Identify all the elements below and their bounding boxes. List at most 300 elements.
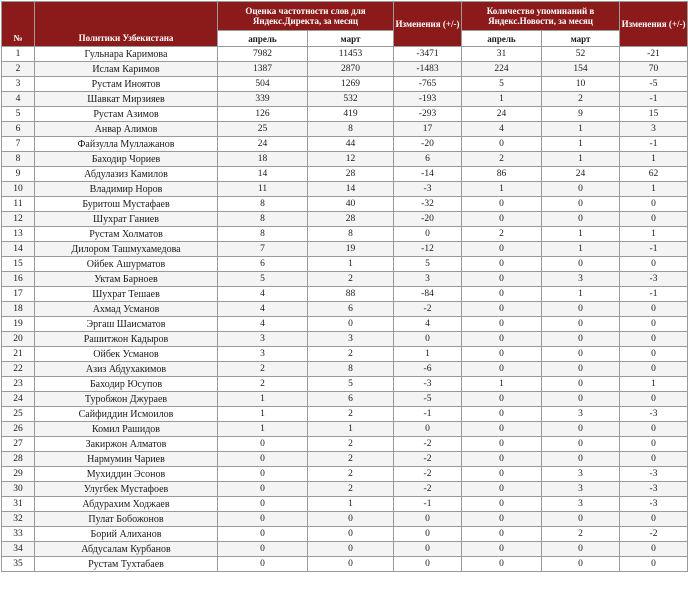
cell-news-change: -3 [620, 467, 688, 482]
cell-number: 18 [2, 302, 35, 317]
cell-direct-change: -2 [394, 437, 462, 452]
cell-news-april: 0 [462, 317, 542, 332]
cell-number: 4 [2, 92, 35, 107]
cell-direct-march: 88 [308, 287, 394, 302]
cell-news-change: -3 [620, 272, 688, 287]
cell-news-april: 0 [462, 482, 542, 497]
cell-direct-march: 0 [308, 557, 394, 572]
cell-news-april: 0 [462, 197, 542, 212]
cell-news-march: 0 [542, 332, 620, 347]
cell-direct-change: -6 [394, 362, 462, 377]
cell-number: 25 [2, 407, 35, 422]
header-march-news: март [542, 31, 620, 47]
cell-news-change: 0 [620, 542, 688, 557]
cell-news-change: 1 [620, 182, 688, 197]
cell-news-april: 31 [462, 47, 542, 62]
cell-direct-change: 1 [394, 347, 462, 362]
cell-number: 21 [2, 347, 35, 362]
cell-news-change: 70 [620, 62, 688, 77]
cell-direct-march: 6 [308, 302, 394, 317]
cell-news-change: 0 [620, 302, 688, 317]
cell-politician-name: Ойбек Ашурматов [35, 257, 218, 272]
header-number: № [2, 2, 35, 47]
cell-news-april: 0 [462, 332, 542, 347]
cell-direct-april: 1 [218, 422, 308, 437]
cell-politician-name: Файзулла Муллажанов [35, 137, 218, 152]
cell-news-march: 0 [542, 182, 620, 197]
cell-news-march: 0 [542, 197, 620, 212]
table-row [2, 332, 688, 347]
cell-direct-change: -193 [394, 92, 462, 107]
table-row [2, 512, 688, 527]
cell-news-change: 3 [620, 122, 688, 137]
cell-news-change: -3 [620, 482, 688, 497]
cell-direct-march: 532 [308, 92, 394, 107]
cell-direct-april: 6 [218, 257, 308, 272]
cell-news-change: 0 [620, 347, 688, 362]
cell-number: 35 [2, 557, 35, 572]
cell-direct-april: 8 [218, 197, 308, 212]
cell-direct-march: 8 [308, 122, 394, 137]
cell-news-april: 0 [462, 212, 542, 227]
cell-direct-april: 504 [218, 77, 308, 92]
cell-news-april: 224 [462, 62, 542, 77]
cell-news-change: -1 [620, 92, 688, 107]
cell-news-april: 0 [462, 347, 542, 362]
cell-news-april: 0 [462, 467, 542, 482]
cell-number: 5 [2, 107, 35, 122]
table-row [2, 392, 688, 407]
cell-politician-name: Рустам Холматов [35, 227, 218, 242]
cell-direct-march: 28 [308, 167, 394, 182]
cell-direct-march: 44 [308, 137, 394, 152]
cell-direct-change: -1483 [394, 62, 462, 77]
cell-news-change: -1 [620, 137, 688, 152]
cell-direct-change: -293 [394, 107, 462, 122]
cell-direct-march: 8 [308, 227, 394, 242]
table-row [2, 557, 688, 572]
cell-news-change: 0 [620, 257, 688, 272]
cell-politician-name: Ахмад Усманов [35, 302, 218, 317]
cell-news-april: 86 [462, 167, 542, 182]
cell-politician-name: Баходир Чориев [35, 152, 218, 167]
cell-direct-march: 40 [308, 197, 394, 212]
cell-direct-april: 2 [218, 362, 308, 377]
cell-news-april: 0 [462, 392, 542, 407]
cell-direct-april: 0 [218, 497, 308, 512]
cell-news-march: 10 [542, 77, 620, 92]
cell-news-change: 0 [620, 392, 688, 407]
cell-politician-name: Нармумин Чариев [35, 452, 218, 467]
cell-politician-name: Сайфиддин Исмоилов [35, 407, 218, 422]
cell-direct-april: 0 [218, 467, 308, 482]
table-row [2, 407, 688, 422]
cell-politician-name: Уктам Барноев [35, 272, 218, 287]
cell-direct-april: 4 [218, 317, 308, 332]
cell-news-change: -1 [620, 287, 688, 302]
cell-news-march: 3 [542, 407, 620, 422]
header-april-news: апрель [462, 31, 542, 47]
cell-number: 10 [2, 182, 35, 197]
cell-news-april: 0 [462, 242, 542, 257]
cell-politician-name: Мухиддин Эсонов [35, 467, 218, 482]
cell-news-april: 5 [462, 77, 542, 92]
cell-direct-march: 0 [308, 512, 394, 527]
cell-direct-april: 0 [218, 557, 308, 572]
cell-number: 8 [2, 152, 35, 167]
cell-news-march: 3 [542, 482, 620, 497]
cell-news-march: 2 [542, 527, 620, 542]
cell-politician-name: Дилором Ташмухамедова [35, 242, 218, 257]
cell-news-march: 24 [542, 167, 620, 182]
politicians-table [1, 1, 688, 572]
cell-direct-march: 2 [308, 452, 394, 467]
cell-news-march: 1 [542, 152, 620, 167]
cell-politician-name: Баходир Юсупов [35, 377, 218, 392]
table-row [2, 197, 688, 212]
cell-direct-change: -32 [394, 197, 462, 212]
cell-news-change: -3 [620, 497, 688, 512]
table-row [2, 437, 688, 452]
cell-news-march: 0 [542, 257, 620, 272]
cell-news-april: 24 [462, 107, 542, 122]
cell-direct-april: 1 [218, 392, 308, 407]
cell-politician-name: Владимир Норов [35, 182, 218, 197]
cell-direct-april: 2 [218, 377, 308, 392]
cell-politician-name: Пулат Бобожонов [35, 512, 218, 527]
cell-direct-april: 14 [218, 167, 308, 182]
cell-direct-april: 0 [218, 527, 308, 542]
cell-news-april: 2 [462, 152, 542, 167]
cell-news-april: 0 [462, 452, 542, 467]
table-row [2, 62, 688, 77]
cell-news-change: 0 [620, 332, 688, 347]
cell-politician-name: Абдулазиз Камилов [35, 167, 218, 182]
cell-news-change: 0 [620, 557, 688, 572]
cell-news-change: 0 [620, 317, 688, 332]
cell-number: 30 [2, 482, 35, 497]
cell-number: 3 [2, 77, 35, 92]
table-row [2, 257, 688, 272]
table-row [2, 362, 688, 377]
cell-news-april: 0 [462, 362, 542, 377]
cell-news-april: 0 [462, 542, 542, 557]
cell-direct-march: 419 [308, 107, 394, 122]
cell-number: 15 [2, 257, 35, 272]
cell-number: 13 [2, 227, 35, 242]
cell-news-march: 0 [542, 362, 620, 377]
header-politician-name: Политики Узбекистана [35, 2, 218, 47]
table-row [2, 287, 688, 302]
cell-number: 16 [2, 272, 35, 287]
cell-direct-april: 7 [218, 242, 308, 257]
cell-direct-march: 1269 [308, 77, 394, 92]
cell-direct-change: -1 [394, 497, 462, 512]
cell-direct-change: -3471 [394, 47, 462, 62]
table-row [2, 302, 688, 317]
table-row [2, 182, 688, 197]
cell-news-change: 0 [620, 452, 688, 467]
table-row [2, 347, 688, 362]
cell-news-march: 0 [542, 317, 620, 332]
cell-politician-name: Гульнара Каримова [35, 47, 218, 62]
cell-direct-march: 1 [308, 422, 394, 437]
cell-number: 26 [2, 422, 35, 437]
cell-direct-march: 2 [308, 272, 394, 287]
cell-news-change: -1 [620, 242, 688, 257]
cell-direct-change: 0 [394, 227, 462, 242]
cell-politician-name: Буритош Мустафаев [35, 197, 218, 212]
cell-direct-change: -5 [394, 392, 462, 407]
cell-direct-april: 0 [218, 452, 308, 467]
cell-news-change: -3 [620, 407, 688, 422]
cell-news-april: 0 [462, 557, 542, 572]
cell-direct-change: 0 [394, 422, 462, 437]
cell-direct-april: 1 [218, 407, 308, 422]
table-row [2, 152, 688, 167]
cell-direct-march: 2 [308, 467, 394, 482]
cell-news-march: 0 [542, 377, 620, 392]
cell-news-change: 0 [620, 212, 688, 227]
cell-direct-march: 2 [308, 407, 394, 422]
cell-direct-march: 2870 [308, 62, 394, 77]
table-row [2, 452, 688, 467]
cell-news-april: 1 [462, 377, 542, 392]
table-row [2, 272, 688, 287]
cell-direct-change: 0 [394, 527, 462, 542]
cell-direct-april: 11 [218, 182, 308, 197]
cell-direct-change: 6 [394, 152, 462, 167]
cell-direct-change: -2 [394, 467, 462, 482]
header-april-direct: апрель [218, 31, 308, 47]
cell-direct-march: 1 [308, 257, 394, 272]
cell-news-march: 0 [542, 347, 620, 362]
cell-news-change: 1 [620, 152, 688, 167]
cell-number: 1 [2, 47, 35, 62]
cell-direct-april: 126 [218, 107, 308, 122]
cell-news-march: 0 [542, 437, 620, 452]
cell-news-march: 0 [542, 542, 620, 557]
cell-direct-march: 19 [308, 242, 394, 257]
cell-news-march: 2 [542, 92, 620, 107]
cell-direct-march: 5 [308, 377, 394, 392]
cell-news-change: 1 [620, 377, 688, 392]
cell-news-march: 154 [542, 62, 620, 77]
cell-number: 6 [2, 122, 35, 137]
cell-news-change: -21 [620, 47, 688, 62]
cell-politician-name: Абдусалам Курбанов [35, 542, 218, 557]
cell-direct-april: 1387 [218, 62, 308, 77]
cell-direct-march: 2 [308, 347, 394, 362]
cell-politician-name: Рустам Иноятов [35, 77, 218, 92]
cell-direct-april: 18 [218, 152, 308, 167]
cell-news-april: 0 [462, 437, 542, 452]
cell-news-march: 1 [542, 242, 620, 257]
cell-news-change: 0 [620, 512, 688, 527]
table-row [2, 377, 688, 392]
cell-politician-name: Шавкат Мирзияев [35, 92, 218, 107]
cell-direct-change: -1 [394, 407, 462, 422]
cell-politician-name: Шухрат Тешаев [35, 287, 218, 302]
cell-politician-name: Шухрат Ганиев [35, 212, 218, 227]
cell-direct-march: 0 [308, 542, 394, 557]
cell-direct-march: 28 [308, 212, 394, 227]
cell-number: 23 [2, 377, 35, 392]
cell-news-march: 3 [542, 497, 620, 512]
cell-direct-march: 12 [308, 152, 394, 167]
cell-direct-change: -3 [394, 377, 462, 392]
cell-news-april: 4 [462, 122, 542, 137]
cell-number: 32 [2, 512, 35, 527]
table-row [2, 422, 688, 437]
table-row [2, 92, 688, 107]
cell-news-change: 62 [620, 167, 688, 182]
cell-direct-april: 7982 [218, 47, 308, 62]
table-row [2, 527, 688, 542]
header-yandex-news-mentions: Количество упоминаний в Яндекс.Новости, за месяц [462, 2, 620, 31]
cell-number: 22 [2, 362, 35, 377]
cell-news-april: 0 [462, 527, 542, 542]
table-row [2, 107, 688, 122]
cell-news-march: 0 [542, 212, 620, 227]
header-change-direct: Изменения (+/-) [394, 2, 462, 47]
header-march-direct: март [308, 31, 394, 47]
cell-number: 2 [2, 62, 35, 77]
cell-news-april: 1 [462, 92, 542, 107]
cell-news-march: 9 [542, 107, 620, 122]
cell-direct-change: 4 [394, 317, 462, 332]
table-row [2, 542, 688, 557]
cell-news-april: 0 [462, 257, 542, 272]
cell-direct-march: 8 [308, 362, 394, 377]
cell-direct-change: -20 [394, 137, 462, 152]
cell-direct-march: 3 [308, 332, 394, 347]
cell-direct-change: -14 [394, 167, 462, 182]
cell-number: 24 [2, 392, 35, 407]
header-change-news: Изменения (+/-) [620, 2, 688, 47]
cell-number: 29 [2, 467, 35, 482]
cell-politician-name: Закиржон Алматов [35, 437, 218, 452]
cell-news-april: 0 [462, 422, 542, 437]
cell-number: 7 [2, 137, 35, 152]
cell-number: 11 [2, 197, 35, 212]
table-row [2, 227, 688, 242]
cell-number: 31 [2, 497, 35, 512]
cell-direct-april: 5 [218, 272, 308, 287]
cell-news-change: 15 [620, 107, 688, 122]
cell-direct-march: 6 [308, 392, 394, 407]
cell-direct-change: -3 [394, 182, 462, 197]
cell-news-april: 1 [462, 182, 542, 197]
cell-direct-march: 2 [308, 482, 394, 497]
cell-number: 34 [2, 542, 35, 557]
cell-direct-change: -2 [394, 302, 462, 317]
cell-number: 33 [2, 527, 35, 542]
cell-direct-change: -84 [394, 287, 462, 302]
cell-direct-change: -12 [394, 242, 462, 257]
cell-number: 20 [2, 332, 35, 347]
cell-news-march: 1 [542, 227, 620, 242]
cell-direct-april: 8 [218, 227, 308, 242]
table-row [2, 47, 688, 62]
table-row [2, 242, 688, 257]
header-yandex-direct-frequency: Оценка частотности слов для Яндекс.Директа, за месяц [218, 2, 394, 31]
cell-news-march: 0 [542, 302, 620, 317]
table-row [2, 77, 688, 92]
cell-direct-change: -2 [394, 452, 462, 467]
cell-direct-change: -765 [394, 77, 462, 92]
table-body [2, 47, 688, 572]
cell-direct-change: -20 [394, 212, 462, 227]
cell-number: 9 [2, 167, 35, 182]
cell-direct-march: 11453 [308, 47, 394, 62]
cell-news-march: 0 [542, 422, 620, 437]
cell-politician-name: Рустам Тухтабаев [35, 557, 218, 572]
cell-number: 14 [2, 242, 35, 257]
cell-news-change: -2 [620, 527, 688, 542]
cell-number: 17 [2, 287, 35, 302]
cell-news-april: 0 [462, 287, 542, 302]
table-row [2, 167, 688, 182]
cell-politician-name: Ислам Каримов [35, 62, 218, 77]
cell-direct-change: 0 [394, 332, 462, 347]
cell-news-march: 1 [542, 122, 620, 137]
cell-news-march: 3 [542, 467, 620, 482]
table-row [2, 482, 688, 497]
cell-direct-change: 0 [394, 557, 462, 572]
cell-politician-name: Абдурахим Ходжаев [35, 497, 218, 512]
cell-news-change: 0 [620, 422, 688, 437]
cell-news-april: 0 [462, 407, 542, 422]
cell-news-april: 0 [462, 497, 542, 512]
cell-politician-name: Эргаш Шаисматов [35, 317, 218, 332]
cell-direct-april: 339 [218, 92, 308, 107]
cell-politician-name: Рашитжон Кадыров [35, 332, 218, 347]
cell-news-march: 0 [542, 557, 620, 572]
cell-direct-april: 0 [218, 512, 308, 527]
cell-news-april: 0 [462, 302, 542, 317]
cell-number: 19 [2, 317, 35, 332]
table-row [2, 317, 688, 332]
cell-news-change: 0 [620, 437, 688, 452]
cell-direct-april: 0 [218, 542, 308, 557]
cell-news-change: 1 [620, 227, 688, 242]
cell-direct-march: 1 [308, 497, 394, 512]
table-row [2, 122, 688, 137]
cell-direct-change: -2 [394, 482, 462, 497]
cell-number: 12 [2, 212, 35, 227]
cell-politician-name: Туробжон Джураев [35, 392, 218, 407]
cell-news-march: 0 [542, 512, 620, 527]
cell-direct-change: 3 [394, 272, 462, 287]
cell-politician-name: Азиз Абдухакимов [35, 362, 218, 377]
cell-direct-april: 4 [218, 287, 308, 302]
cell-politician-name: Анвар Алимов [35, 122, 218, 137]
cell-number: 28 [2, 452, 35, 467]
cell-number: 27 [2, 437, 35, 452]
cell-direct-march: 2 [308, 437, 394, 452]
cell-news-april: 2 [462, 227, 542, 242]
table-row [2, 467, 688, 482]
table-row [2, 497, 688, 512]
cell-direct-april: 3 [218, 347, 308, 362]
cell-direct-april: 4 [218, 302, 308, 317]
cell-direct-april: 25 [218, 122, 308, 137]
cell-news-april: 0 [462, 272, 542, 287]
cell-direct-march: 14 [308, 182, 394, 197]
cell-direct-march: 0 [308, 527, 394, 542]
cell-news-change: 0 [620, 197, 688, 212]
